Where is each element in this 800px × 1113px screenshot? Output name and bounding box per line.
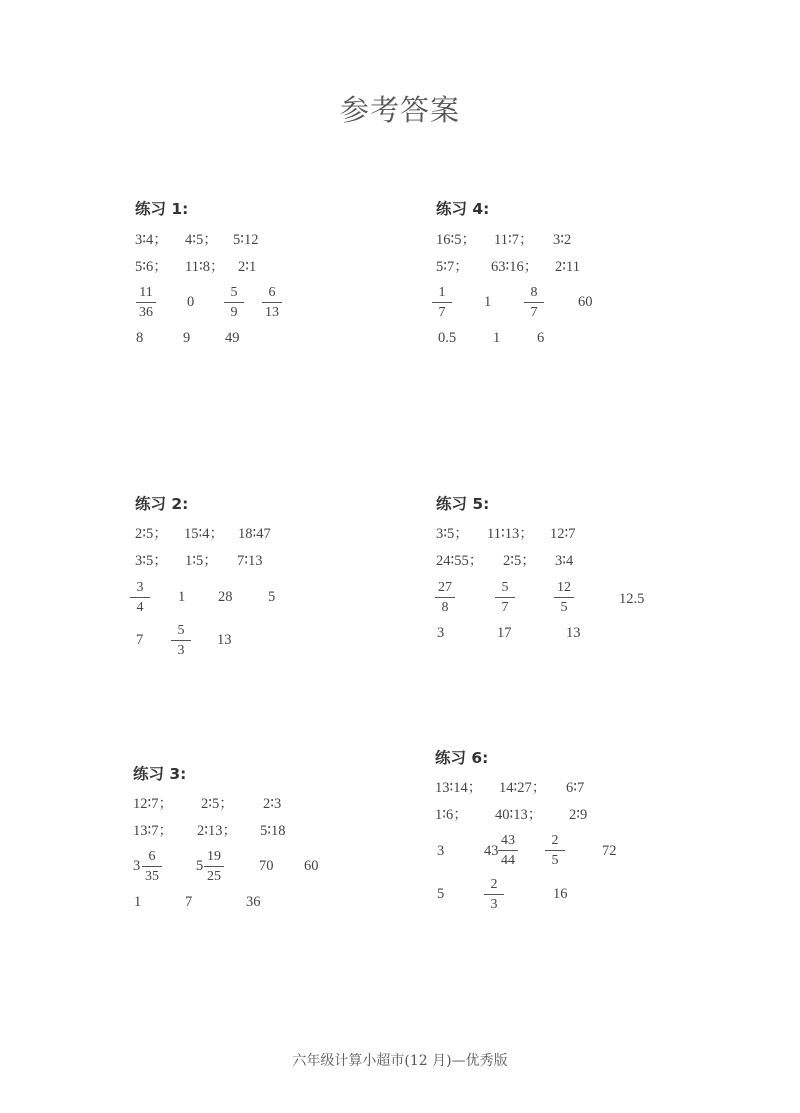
answer-value: 5∶7；	[436, 259, 469, 275]
exercise-heading: 练习 5:	[436, 495, 490, 513]
fraction: 43 44	[497, 833, 519, 868]
answer-value: 11∶7；	[494, 232, 534, 248]
answer-value: 12∶7；	[133, 796, 174, 812]
answer-value: 2∶1	[238, 259, 257, 275]
fraction: 12 5	[553, 580, 575, 615]
answer-value: 2∶5；	[503, 553, 536, 569]
answer-value: 7∶13	[237, 553, 263, 569]
answer-value: 72	[602, 843, 617, 859]
mixed-number-whole: 43	[484, 843, 499, 859]
mixed-number-whole: 3	[133, 858, 141, 874]
fraction: 27 8	[434, 580, 456, 615]
answer-value: 2∶5；	[135, 526, 168, 542]
fraction: 5 3	[170, 623, 192, 658]
answer-value: 16	[553, 886, 568, 902]
fraction: 19 25	[203, 849, 225, 884]
answer-value: 24∶55；	[436, 553, 484, 569]
answer-value: 14∶27；	[499, 780, 547, 796]
answer-value: 2∶11	[555, 259, 580, 275]
exercise-2	[135, 492, 395, 662]
answer-value: 0	[187, 294, 195, 310]
answer-value: 11∶13；	[487, 526, 534, 542]
answer-value: 60	[578, 294, 593, 310]
answer-value: 3	[437, 625, 445, 641]
exercise-heading: 练习 2:	[135, 495, 189, 513]
answer-value: 1	[493, 330, 501, 346]
answer-value: 8	[136, 330, 144, 346]
answer-value: 13∶14；	[435, 780, 483, 796]
exercise-3	[133, 762, 393, 922]
page-footer: 六年级计算小超市(12 月)—优秀版	[292, 1053, 508, 1069]
exercise-5	[436, 492, 736, 652]
answer-value: 49	[225, 330, 240, 346]
answer-value: 3∶5；	[436, 526, 469, 542]
answer-value: 5	[437, 886, 445, 902]
answer-value: 3∶4	[555, 553, 574, 569]
fraction: 1 7	[431, 285, 453, 320]
answer-value: 60	[304, 858, 319, 874]
answer-value: 16∶5；	[436, 232, 477, 248]
answer-value: 17	[497, 625, 512, 641]
exercise-4	[436, 197, 696, 357]
exercise-1	[135, 197, 395, 357]
fraction: 5 7	[494, 580, 516, 615]
mixed-number-whole: 5	[196, 858, 204, 874]
answer-value: 9	[183, 330, 191, 346]
answer-value: 3∶4；	[135, 232, 168, 248]
answer-value: 15∶4；	[184, 526, 225, 542]
answer-value: 0.5	[438, 330, 457, 346]
answer-value: 7	[185, 894, 193, 910]
fraction: 2 3	[483, 877, 505, 912]
exercise-heading: 练习 6:	[435, 749, 489, 767]
answer-value: 7	[136, 632, 144, 648]
answer-value: 36	[246, 894, 261, 910]
answer-value: 3∶5；	[135, 553, 168, 569]
answer-value: 6	[537, 330, 545, 346]
answer-value: 2∶3	[263, 796, 282, 812]
answer-value: 63∶16；	[491, 259, 539, 275]
answer-value: 11∶8；	[185, 259, 225, 275]
answer-value: 5	[268, 589, 276, 605]
answer-value: 3∶2	[553, 232, 572, 248]
fraction: 5 9	[223, 285, 245, 320]
fraction: 8 7	[523, 285, 545, 320]
exercise-heading: 练习 4:	[436, 200, 490, 218]
answer-value: 5∶12	[233, 232, 259, 248]
fraction: 2 5	[544, 833, 566, 868]
answer-value: 40∶13；	[495, 807, 543, 823]
answer-value: 13	[566, 625, 581, 641]
answer-value: 1∶5；	[185, 553, 218, 569]
page-title: 参考答案	[339, 93, 460, 127]
fraction: 6 35	[141, 849, 163, 884]
answer-value: 1∶6；	[435, 807, 468, 823]
answer-value: 3	[437, 843, 445, 859]
fraction: 11 36	[135, 285, 157, 320]
answer-value: 12.5	[619, 591, 645, 607]
answer-value: 12∶7	[550, 526, 576, 542]
answer-value: 1	[178, 589, 186, 605]
answer-value: 13∶7；	[133, 823, 174, 839]
answer-value: 28	[218, 589, 233, 605]
exercise-heading: 练习 1:	[135, 200, 189, 218]
answer-value: 2∶5；	[201, 796, 234, 812]
answer-value: 5∶18	[260, 823, 286, 839]
exercise-heading: 练习 3:	[133, 765, 187, 783]
answer-value: 2∶9	[569, 807, 588, 823]
answer-value: 13	[217, 632, 232, 648]
answer-value: 4∶5；	[185, 232, 218, 248]
answer-value: 18∶47	[238, 526, 271, 542]
exercise-6	[435, 746, 735, 912]
answer-value: 2∶13；	[197, 823, 238, 839]
answer-value: 6∶7	[566, 780, 585, 796]
answer-value: 5∶6；	[135, 259, 168, 275]
answer-value: 1	[484, 294, 492, 310]
fraction: 3 4	[129, 580, 151, 615]
answer-value: 70	[259, 858, 274, 874]
answer-value: 1	[134, 894, 142, 910]
fraction: 6 13	[261, 285, 283, 320]
